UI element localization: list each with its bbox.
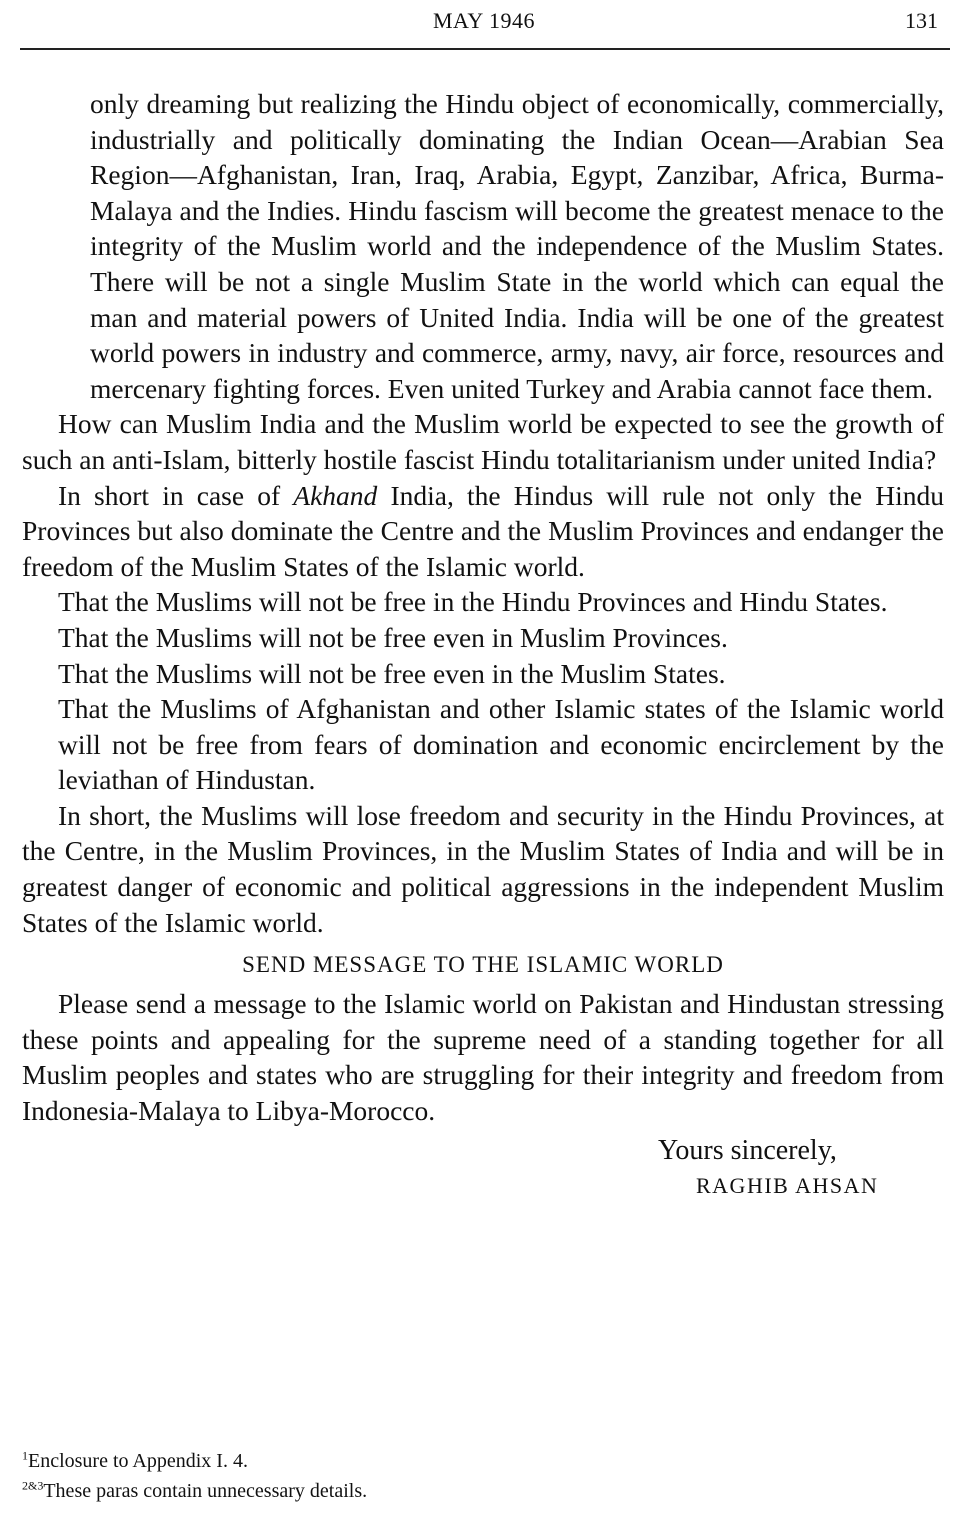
paragraph-in-short-akhand [22, 478, 944, 585]
paragraph-how-can: How can Muslim India and the Muslim world be expected to see the growth of such an anti-Islam, bitterly hostile fascist Hindu totalitarianism under united India? [22, 408, 944, 475]
salutation: Yours sincerely, [658, 1134, 837, 1166]
that-clause-3: That the Muslims will not be free even in the Muslim States. [58, 657, 726, 689]
closing-block [22, 1133, 944, 1203]
section-heading: SEND MESSAGE TO THE ISLAMIC WORLD [242, 952, 724, 978]
running-head [0, 6, 968, 36]
footnote-1 [22, 1446, 944, 1476]
running-head-title: MAY 1946 [432, 8, 535, 33]
header-rule [20, 48, 950, 50]
footnote-mark: 1 [22, 1448, 28, 1463]
paragraph-in-short-post: India, the Hindus will rule not only the Hindu Provinces but also dominate the Centre and the Muslim Provinces and endanger the freedom of the Muslim States of the Islamic world. [22, 479, 944, 582]
footnote-mark: 2&3 [22, 1478, 44, 1493]
paragraph-in-short-2: In short, the Muslims will lose freedom and security in the Hindu Provinces, at the Centre, in the Muslim Provinces, in the Muslim States of India and will be in greatest danger of economic and political aggressions in the independent Muslim States of the Islamic world. [22, 799, 944, 938]
signature-name: RAGHIB AHSAN [696, 1172, 879, 1198]
page-number: 131 [905, 8, 938, 33]
that-clause-1: That the Muslims will not be free in the Hindu Provinces and Hindu States. [58, 586, 888, 618]
message-paragraph: Please send a message to the Islamic world on Pakistan and Hindustan stressing these points and appealing for the supreme need of a standing together for all Muslim peoples and states who are struggling for their integrity and freedom from Indonesia-Malaya to Libya-Morocco. [22, 988, 944, 1127]
akhand-italic: Akhand [293, 479, 378, 511]
footnote-text: These paras contain unnecessary details. [43, 1480, 368, 1502]
body-text [22, 86, 944, 1203]
that-clause-2: That the Muslims will not be free even in Muslim Provinces. [58, 621, 728, 653]
footnote-2 [22, 1476, 944, 1506]
quoted-passage: only dreaming but realizing the Hindu object of economically, commercially, industrially and politically dominating the Indian Ocean—Arabian Sea Region—Afghanistan, Iran, Iraq, Arabia, Egypt, Zanzibar, Africa, Burma-Malaya and the Indies. Hindu fascism will become the greatest menace to the integrity of the Muslim world and the independence of the Muslim States. There will be not a single Muslim State in the world which can equal the man and material powers of United India. India will be one of the greatest world powers in industry and commerce, army, navy, air force, resources and mercenary fighting forces. Even united Turkey and Arabia cannot face them. [90, 88, 944, 404]
paragraph-in-short-pre: In short in case of [58, 479, 294, 511]
footnotes [22, 1446, 944, 1506]
footnote-text: Enclosure to Appendix I. 4. [28, 1450, 248, 1472]
that-clause-4: That the Muslims of Afghanistan and other Islamic states of the Islamic world will not be free from fears of domination and economic encirclement by the leviathan of Hindustan. [58, 693, 944, 796]
